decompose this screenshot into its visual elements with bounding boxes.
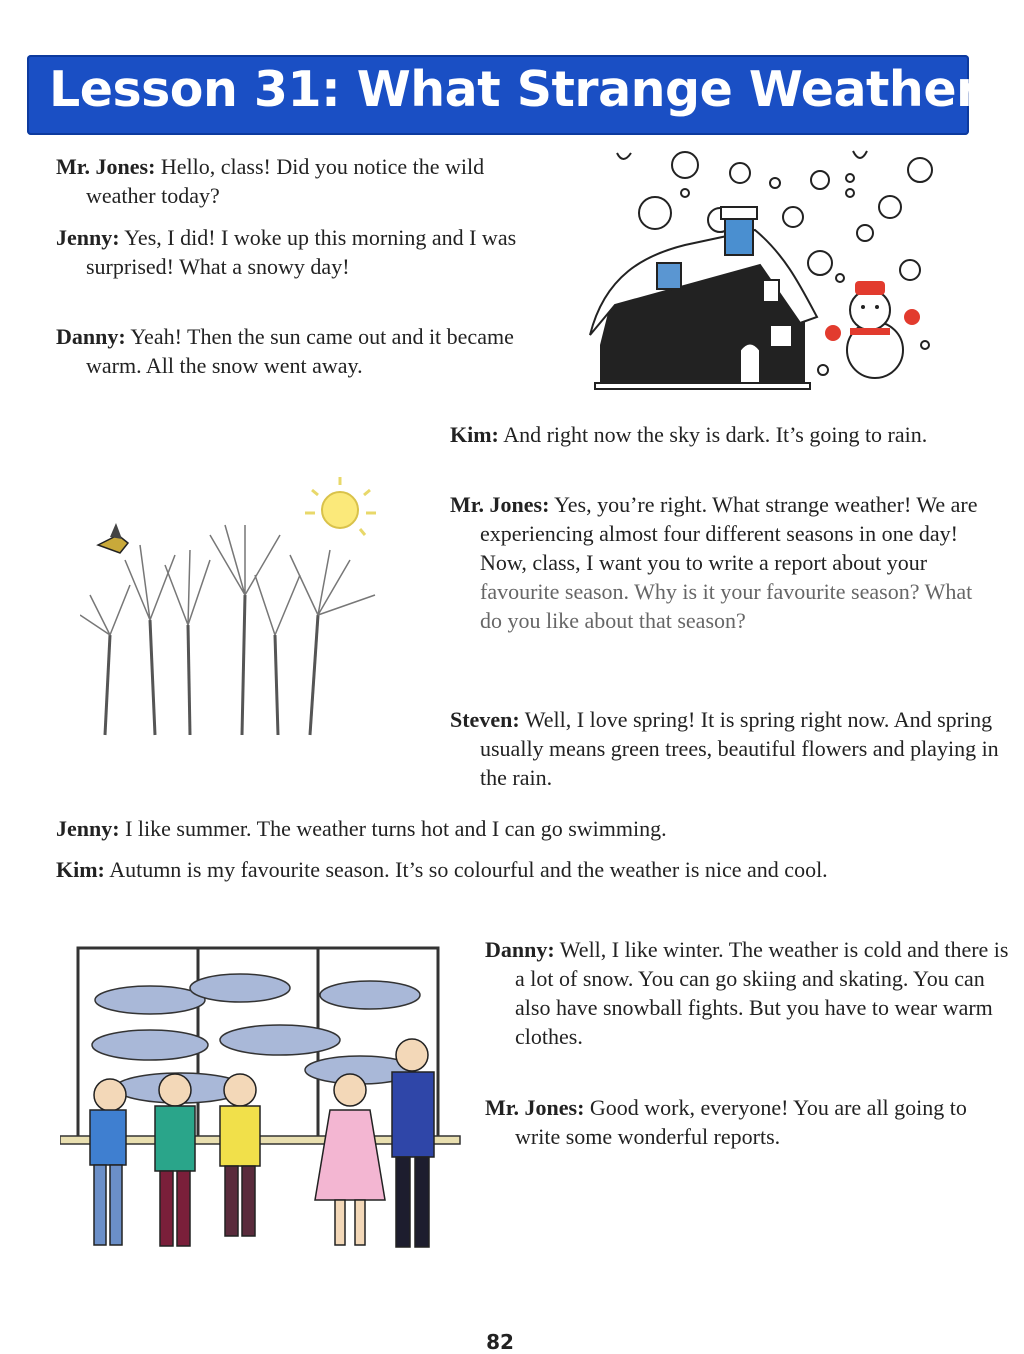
dialogue-turn	[56, 223, 556, 281]
line: Yeah! Then the sun came out and it became warm. All the snow went away.	[86, 324, 514, 378]
line: I like summer. The weather turns hot and I can go swimming.	[125, 816, 667, 841]
speaker: Mr. Jones:	[485, 1095, 585, 1120]
dialogue-turn	[450, 705, 1005, 792]
speaker: Kim:	[450, 422, 499, 447]
line: Well, I like winter. The weather is cold and there is a lot of snow. You can go skiing and skating. You can also have snowball fights. But you have to wear warm clothes.	[515, 937, 1009, 1049]
speaker: Danny:	[56, 324, 126, 349]
dialogue-turn	[56, 814, 1006, 843]
lesson-title-banner	[27, 55, 1002, 135]
speaker: Jenny:	[56, 816, 120, 841]
speaker: Mr. Jones:	[56, 154, 156, 179]
spring-trees-illustration	[80, 465, 400, 745]
line: Good work, everyone! You are all going to write some wonderful reports.	[515, 1095, 967, 1149]
dialogue-turn	[56, 855, 986, 884]
dialogue-turn	[485, 935, 1015, 1051]
line: Hello, class! Did you notice the wild weather today?	[86, 154, 485, 208]
dialogue-turn	[56, 152, 556, 210]
speaker: Danny:	[485, 937, 555, 962]
line: Yes, you’re right. What strange weather! We are experiencing almost four different seasons in one day! Now, class, I want you to write a report about your	[480, 492, 978, 575]
snowy-house-illustration	[585, 145, 945, 395]
speaker: Steven:	[450, 707, 520, 732]
speaker: Jenny:	[56, 225, 120, 250]
dialogue-turn	[450, 420, 1005, 449]
line: And right now the sky is dark. It’s going to rain.	[503, 422, 928, 447]
kids-at-window-illustration	[60, 940, 480, 1270]
speaker: Kim:	[56, 857, 105, 882]
line: Autumn is my favourite season. It’s so colourful and the weather is nice and cool.	[109, 857, 828, 882]
speaker: Mr. Jones:	[450, 492, 550, 517]
lesson-title: Lesson 31: What Strange Weather!	[49, 61, 1002, 118]
dialogue-turn	[485, 1093, 975, 1151]
dialogue-turn	[56, 322, 546, 380]
line: Yes, I did! I woke up this morning and I was surprised! What a snowy day!	[86, 225, 517, 279]
line: Well, I love spring! It is spring right now. And spring usually means green trees, beautiful flowers and playing in the rain.	[480, 707, 999, 790]
line-faded: favourite season. Why is it your favourite season? What do you like about that season?	[480, 579, 973, 633]
page-number: 82	[486, 1330, 514, 1354]
dialogue-turn	[450, 490, 985, 635]
